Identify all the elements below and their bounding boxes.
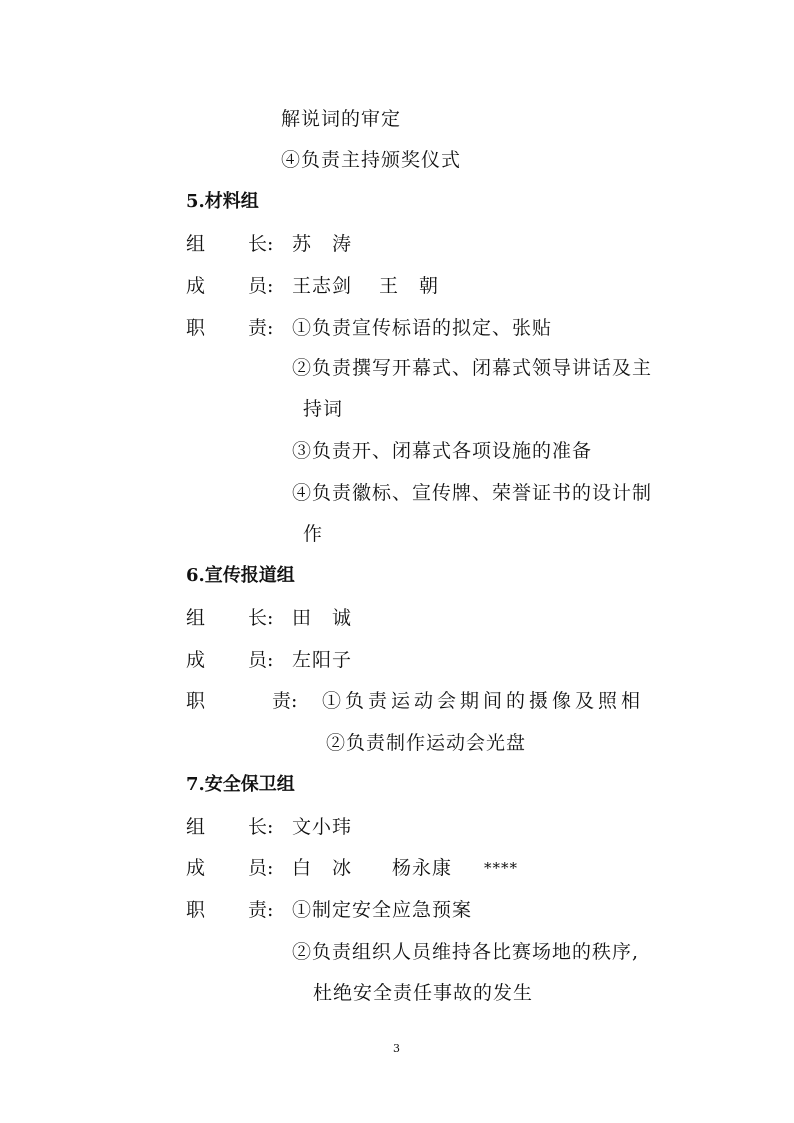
text-line: ④负责主持颁奖仪式 bbox=[281, 149, 462, 171]
member-value: 左阳子 bbox=[292, 649, 353, 671]
leader-value: 文小玮 bbox=[292, 816, 353, 838]
text-line: 解说词的审定 bbox=[281, 108, 402, 130]
duty-item: ①负责宣传标语的拟定、张贴 bbox=[292, 317, 553, 339]
duty-item: ②负责组织人员维持各比赛场地的秩序, bbox=[292, 941, 640, 963]
label: 组 bbox=[186, 816, 206, 838]
label: 员: bbox=[248, 275, 274, 297]
section-heading: 6.宣传报道组 bbox=[186, 565, 295, 586]
duty-item: ②负责撰写开幕式、闭幕式领导讲话及主 bbox=[292, 357, 653, 379]
duty-item: ①负责运动会期间的摄像及照相 bbox=[322, 690, 645, 712]
label: 长: bbox=[248, 816, 274, 838]
label: 成 bbox=[186, 857, 206, 879]
section-heading: 5.材料组 bbox=[186, 191, 259, 212]
label: 长: bbox=[248, 607, 274, 629]
page-number: 3 bbox=[393, 1042, 400, 1055]
leader-value: 田 诚 bbox=[292, 607, 353, 629]
duty-item: 杜绝安全责任事故的发生 bbox=[313, 982, 534, 1004]
leader-value: 苏 涛 bbox=[292, 233, 353, 255]
section-heading: 7.安全保卫组 bbox=[186, 774, 295, 795]
duty-item: ②负责制作运动会光盘 bbox=[326, 732, 527, 754]
member-value: 王志剑 王 朝 bbox=[292, 275, 440, 297]
member-value: 白 冰 杨永康 bbox=[292, 857, 453, 879]
label: 职 bbox=[186, 899, 206, 921]
duty-item: 作 bbox=[303, 523, 324, 545]
label: 组 bbox=[186, 607, 206, 629]
label: 责: bbox=[248, 899, 274, 921]
label: 责: bbox=[248, 317, 274, 339]
duty-item: 持词 bbox=[303, 398, 344, 420]
member-stars: **** bbox=[484, 859, 518, 877]
label: 成 bbox=[186, 649, 206, 671]
duty-item: ④负责徽标、宣传牌、荣誉证书的设计制 bbox=[292, 482, 653, 504]
label: 成 bbox=[186, 275, 206, 297]
label: 长: bbox=[248, 233, 274, 255]
label: 组 bbox=[186, 233, 206, 255]
label: 员: bbox=[248, 857, 274, 879]
duty-item: ①制定安全应急预案 bbox=[292, 899, 473, 921]
label: 责: bbox=[272, 690, 298, 712]
label: 员: bbox=[248, 649, 274, 671]
duty-item: ③负责开、闭幕式各项设施的准备 bbox=[292, 440, 593, 462]
label: 职 bbox=[186, 690, 206, 712]
label: 职 bbox=[186, 317, 206, 339]
